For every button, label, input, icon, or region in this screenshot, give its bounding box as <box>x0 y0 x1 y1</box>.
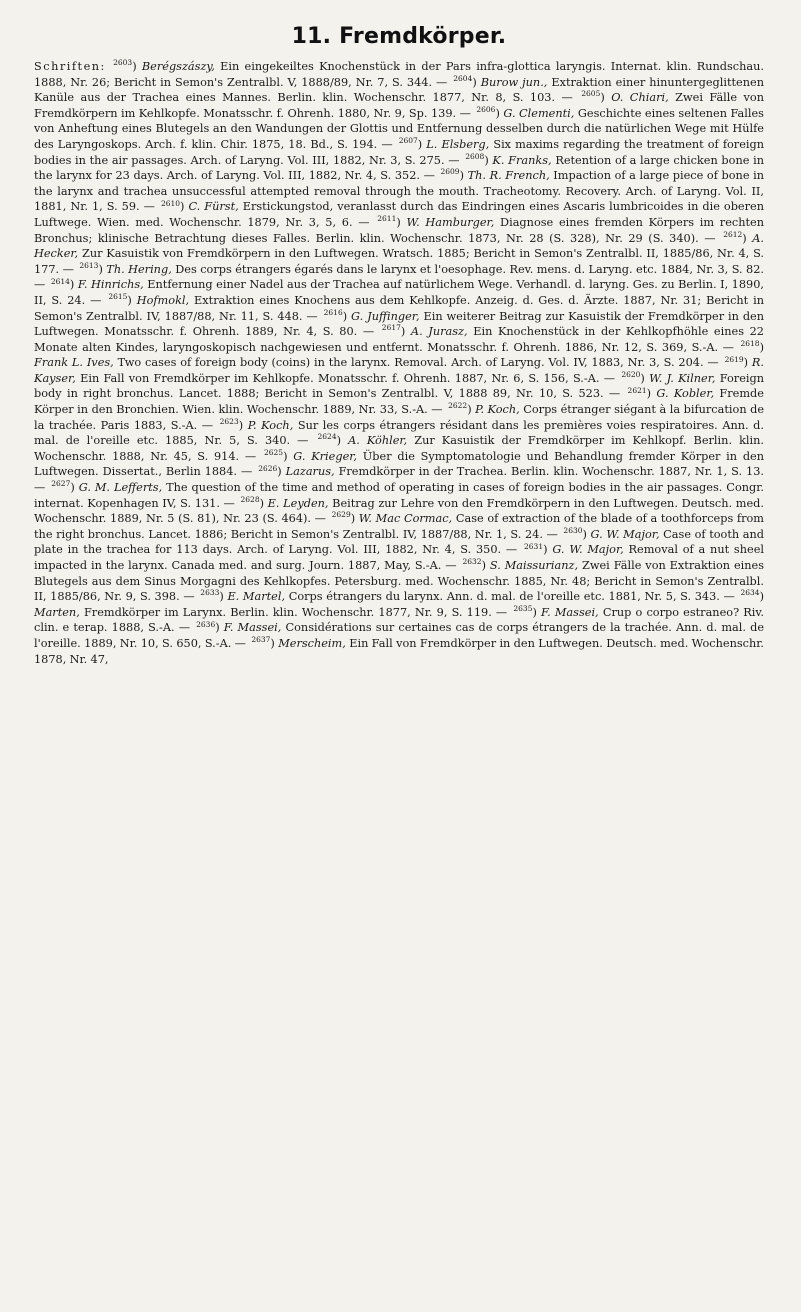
reference-entry: $^{2608}$) K. Franks, Retention of a large chicken bone in the larynx for 23 days. Arch. of Laryng. Vol. III, 1882, Nr. 4, S. 352. — <box>34 151 764 183</box>
reference-text: Erstickungstod, veranlasst durch das Eindringen eines Ascaris lumbricoides in die oberen Luftwege. Wien. med. Wochenschr. 1879, Nr. 3, 5, 6. — <box>34 200 764 229</box>
section-heading: 11. Fremdkörper. <box>291 24 507 49</box>
reference-number: 2626 <box>258 463 278 473</box>
reference-entry: $^{2629}$) W. Mac Cormac, Case of extraction of the blade of a toothforceps from the right bronchus. Lancet. 1886; Bericht in Semon's Zentralbl. IV, 1887/88, Nr. 1, S. 24. — <box>34 510 764 541</box>
reference-text: Sur les corps étrangers résidant dans les premières voies respiratoires. Ann. d. mal. de l'oreille etc. 1885, Nr. 5, S. 340. — <box>34 418 764 448</box>
reference-author: L. Elsberg, <box>426 137 490 151</box>
reference-number: 2634 <box>740 588 760 598</box>
reference-text: Case of tooth and plate in the trachea for 113 days. Arch. of Laryng. Vol. III, 1882, Nr. 4, S. 350. — <box>34 527 764 557</box>
reference-entry: $^{2631}$) G. W. Major, Removal of a nut sheel impacted in the larynx. Canada med. and surg. Journ. 1887, May, S.-A. — <box>34 541 764 572</box>
reference-text: Six maxims regarding the treatment of foreign bodies in the air passages. Arch. of Laryng. Vol. III, 1882, Nr. 3, S. 275. — <box>34 137 765 167</box>
reference-entry: $^{2604}$) Burow jun., Extraktion einer hinuntergeglittenen Kanüle aus der Trachea eines Mannes. Berlin. klin. Wochenschr. 1877, Nr. 8, S. 103. — <box>34 73 764 105</box>
reference-author: P. Koch, <box>475 403 520 417</box>
reference-entry: $^{2612}$) A. Hecker, Zur Kasuistik von Fremdkörpern in den Luftwegen. Wratsch. 1885; Bericht in Semon's Zentralbl. II, 1885/86, Nr. 4, S. 177. — <box>34 229 765 276</box>
reference-entry: $^{2633}$) E. Martel, Corps étrangers du larynx. Ann. d. mal. de l'oreille etc. 1881, Nr. 5, S. 343. — <box>200 588 735 604</box>
reference-author: Burow jun., <box>480 75 548 89</box>
reference-entry: $^{2625}$) G. Krieger, Über die Symptomatologie und Behandlung fremder Körper in den Luftwegen. Dissertat., Berlin 1884. — <box>34 448 765 479</box>
reference-text: The question of the time and method of operating in cases of foreign bodies in the air passages. Congr. internat. Kopenhagen IV, S. 131. — <box>34 481 765 510</box>
reference-author: A. Hecker, <box>34 231 765 261</box>
reference-number: 2608 <box>465 151 485 161</box>
reference-text: Zur Kasuistik von Fremdkörpern in den Luftwegen. Wratsch. 1885; Bericht in Semon's Zentralbl. II, 1885/86, Nr. 4, S. 177. — <box>34 247 764 276</box>
reference-author: Merscheim, <box>278 636 346 650</box>
reference-entry: $^{2623}$) P. Koch, Sur les corps étrangers résidant dans les premières voies respiratoires. Ann. d. mal. de l'oreille etc. 1885, Nr. 5, S. 340. — <box>34 416 764 448</box>
reference-number: 2623 <box>219 416 239 426</box>
reference-author: G. Krieger, <box>293 449 358 463</box>
reference-text: Fremdkörper in der Trachea. Berlin. klin. Wochenschr. 1887, Nr. 1, S. 13. — <box>34 465 764 495</box>
reference-number: 2612 <box>723 229 743 239</box>
reference-text: Geschichte eines seltenen Falles von Anheftung eines Blutegels an den Wandungen der Glottis und Entfernung desselben durch die natürlichen Wege mit Hülfe des Laryngoskops. Arch. f. klin. Chir. 1875, 18. Bd., S. 194. — <box>34 106 764 151</box>
reference-author: F. Massei, <box>223 621 282 635</box>
reference-author: C. Fürst, <box>188 200 239 214</box>
reference-text: Ein Knochenstück in der Kehlkopfhöhle eines 22 Monate alten Kindes, laryngoskopisch nachgewiesen und entfernt. Monatsschr. f. Ohrenh. 1886, Nr. 12, S. 369, S.-A. — <box>34 325 764 354</box>
schriften-label: Schriften: <box>34 60 106 73</box>
reference-paragraph <box>34 59 764 667</box>
reference-author: G. W. Major, <box>552 543 624 557</box>
reference-text: Zwei Fälle von Fremdkörpern im Kehlkopfe. Monatsschr. f. Ohrenh. 1880, Nr. 9, Sp. 139. — <box>34 91 764 120</box>
reference-entry: $^{2607}$) L. Elsberg, Six maxims regarding the treatment of foreign bodies in the air passages. Arch. of Laryng. Vol. III, 1882, Nr. 3, S. 275. — <box>34 136 765 167</box>
reference-entry: $^{2615}$) Hofmokl, Extraktion eines Knochens aus dem Kehlkopfe. Anzeig. d. Ges. d. Ärzte. 1887, Nr. 31; Bericht in Semon's Zentralbl. IV, 1887/88, Nr. 11, S. 448. — <box>34 292 765 323</box>
reference-author: W. J. Kilner, <box>649 371 716 385</box>
reference-number: 2630 <box>563 526 583 536</box>
reference-number: 2632 <box>462 557 482 567</box>
reference-author: Th. Hering, <box>106 262 172 276</box>
reference-text: Extraktion eines Knochens aus dem Kehlkopfe. Anzeig. d. Ges. d. Ärzte. 1887, Nr. 31; Bericht in Semon's Zentralbl. IV, 1887/88, Nr. 11, S. 448. — <box>34 293 765 323</box>
reference-entry: $^{2630}$) G. W. Major, Case of tooth and plate in the trachea for 113 days. Arch. of Laryng. Vol. III, 1882, Nr. 4, S. 350. — <box>34 526 764 557</box>
reference-entry: $^{2618}$) Frank L. Ives, Two cases of foreign body (coins) in the larynx. Removal. Arch. of Laryng. Vol. IV, 1883, Nr. 3, S. 204. — <box>34 338 764 370</box>
reference-number: 2624 <box>317 432 337 442</box>
reference-entry: $^{2635}$) F. Massei, Crup o corpo estraneo? Riv. clin. e terap. 1888, S.-A. — <box>34 604 765 635</box>
reference-entry: $^{2617}$) A. Jurasz, Ein Knochenstück in der Kehlkopfhöhle eines 22 Monate alten Kindes, laryngoskopisch nachgewiesen und entfernt. Monatsschr. f. Ohrenh. 1886, Nr. 12, S. 369, S.-A. — <box>34 323 764 354</box>
reference-text: Impaction of a large piece of bone in the larynx and trachea unsuccessful attempted removal through the mouth. Tracheotomy. Recovery. Arch. of Laryng. Vol. II, 1881, Nr. 1, S. 59. — <box>34 169 764 214</box>
reference-entry: $^{2610}$) C. Fürst, Erstickungstod, veranlasst durch das Eindringen eines Ascaris lumbricoides in die oberen Luftwege. Wien. med. Wochenschr. 1879, Nr. 3, 5, 6. — <box>34 198 764 229</box>
reference-author: Berégszászy, <box>141 60 215 73</box>
reference-text: Diagnose eines fremden Körpers im rechten Bronchus; klinische Betrachtung dieses Falles. Berlin. klin. Wochenschr. 1873, Nr. 28 (S. 328), Nr. 29 (S. 340). — <box>34 215 764 245</box>
reference-entry: $^{2603}$) Berégszászy, Ein eingekeiltes Knochenstück in der Pars infra-glottica laryngis. Internat. klin. Rundschau. 1888, Nr. 26; Bericht in Semon's Zentralbl. V, 1888/89, Nr. 7, S. 344. — <box>34 58 765 89</box>
reference-author: G. Clementi, <box>503 106 575 120</box>
reference-number: 2635 <box>513 604 533 614</box>
reference-number: 2607 <box>398 136 418 146</box>
reference-number: 2622 <box>448 401 468 411</box>
reference-text: Removal of a nut sheel impacted in the larynx. Canada med. and surg. Journ. 1887, May, S.-A. — <box>34 543 764 572</box>
reference-entry: $^{2626}$) Lazarus, Fremdkörper in der Trachea. Berlin. klin. Wochenschr. 1887, Nr. 1, S. 13. — <box>34 463 764 495</box>
reference-author: Hofmokl, <box>136 293 190 307</box>
reference-text: Considérations sur certaines cas de corps étrangers de la trachée. Ann. d. mal. de l'oreille. 1889, Nr. 10, S. 650, S.-A. — <box>34 621 765 650</box>
reference-text: Des corps étrangers égarés dans le larynx et l'oesophage. Rev. mens. d. Laryng. etc. 1884, Nr. 3, S. 82. — <box>34 262 765 292</box>
reference-number: 2636 <box>196 619 216 629</box>
reference-text: Fremde Körper in den Bronchien. Wien. klin. Wochenschr. 1889, Nr. 33, S.-A. — <box>34 387 764 417</box>
reference-number: 2604 <box>453 73 473 83</box>
reference-text: Ein Fall von Fremdkörper in den Luftwegen. Deutsch. med. Wochenschr. 1878, Nr. 47, <box>34 636 765 666</box>
reference-number: 2628 <box>240 494 260 504</box>
reference-author: G. M. Lefferts, <box>78 481 163 495</box>
reference-entry: $^{2634}$) Marten, Fremdkörper im Larynx. Berlin. klin. Wochenschr. 1877, Nr. 9, S. 119. — <box>34 588 764 619</box>
reference-author: P. Koch, <box>247 418 294 432</box>
reference-author: Frank L. Ives, <box>34 356 114 370</box>
reference-author: G. Kobler, <box>656 387 715 401</box>
reference-text: Beitrag zur Lehre von den Fremdkörpern in den Luftwegen. Deutsch. med. Wochenschr. 1889, Nr. 5 (S. 81), Nr. 23 (S. 464). — <box>34 496 764 526</box>
reference-entry: $^{2632}$) S. Maissurianz, Zwei Fälle von Extraktion eines Blutegels aus dem Sinus Morgagni des Kehlkopfes. Petersburg. med. Wochenschr. 1885, Nr. 48; Bericht in Semon's Zentralbl. II, 1885/86, Nr. 9, S. 398. — <box>34 557 764 604</box>
reference-entry: $^{2605}$) O. Chiari, Zwei Fälle von Fremdkörpern im Kehlkopfe. Monatsschr. f. Ohrenh. 1880, Nr. 9, Sp. 139. — <box>34 89 764 120</box>
reference-number: 2615 <box>108 292 128 302</box>
reference-author: F. Hinrichs, <box>77 278 144 292</box>
reference-number: 2617 <box>381 323 401 333</box>
reference-entry: $^{2614}$) F. Hinrichs, Entfernung einer Nadel aus der Trachea auf natürlichem Wege. Verhandl. d. laryng. Ges. zu Berlin. I, 1890, II, S. 24. — <box>34 276 765 307</box>
reference-number: 2619 <box>724 354 744 364</box>
reference-number: 2621 <box>627 385 647 395</box>
reference-number: 2606 <box>476 105 496 115</box>
reference-number: 2609 <box>440 167 460 177</box>
reference-text: Entfernung einer Nadel aus der Trachea auf natürlichem Wege. Verhandl. d. laryng. Ges. zu Berlin. I, 1890, II, S. 24. — <box>34 278 765 307</box>
reference-number: 2616 <box>323 307 343 317</box>
reference-author: E. Leyden, <box>267 496 329 510</box>
reference-text: Corps étrangers du larynx. Ann. d. mal. de l'oreille etc. 1881, Nr. 5, S. 343. — <box>288 590 735 604</box>
reference-author: G. W. Major, <box>590 527 660 541</box>
reference-author: Th. R. French, <box>467 169 550 183</box>
reference-number: 2614 <box>50 276 70 286</box>
reference-text: Zwei Fälle von Extraktion eines Blutegels aus dem Sinus Morgagni des Kehlkopfes. Petersburg. med. Wochenschr. 1885, Nr. 48; Bericht in Semon's Zentralbl. II, 1885/86, Nr. 9, S. 398. — <box>34 559 764 604</box>
reference-number: 2603 <box>113 58 133 68</box>
reference-text: Two cases of foreign body (coins) in the larynx. Removal. Arch. of Laryng. Vol. IV, 1883, Nr. 3, S. 204. — <box>117 356 719 370</box>
reference-author: A. Jurasz, <box>410 325 468 339</box>
reference-entry: $^{2624}$) A. Köhler, Zur Kasuistik der Fremdkörper im Kehlkopf. Berlin. klin. Wochenschr. 1888, Nr. 45, S. 914. — <box>34 432 765 463</box>
reference-author: R. Kayser, <box>34 356 765 385</box>
reference-text: Retention of a large chicken bone in the larynx for 23 days. Arch. of Laryng. Vol. III, 1882, Nr. 4, S. 352. — <box>34 153 764 183</box>
reference-text: Über die Symptomatologie und Behandlung fremder Körper in den Luftwegen. Dissertat., Berlin 1884. — <box>34 449 765 479</box>
reference-entry: $^{2619}$) R. Kayser, Ein Fall von Fremdkörper im Kehlkopfe. Monatsschr. f. Ohrenh. 1887, Nr. 6, S. 156, S.-A. — <box>34 354 765 385</box>
reference-author: E. Martel, <box>227 590 286 604</box>
reference-number: 2610 <box>160 198 181 208</box>
reference-number: 2605 <box>581 89 601 99</box>
reference-text: Ein Fall von Fremdkörper im Kehlkopfe. Monatsschr. f. Ohrenh. 1887, Nr. 6, S. 156, S.-A. — <box>80 371 616 385</box>
reference-author: S. Maissurianz, <box>489 559 579 572</box>
reference-author: W. Hamburger, <box>406 215 495 229</box>
reference-number: 2629 <box>331 510 351 520</box>
reference-entry: $^{2637}$) Merscheim, Ein Fall von Fremdkörper in den Luftwegen. Deutsch. med. Wochenschr. 1878, Nr. 47, <box>34 635 765 666</box>
reference-number: 2611 <box>377 214 397 224</box>
reference-entry: $^{2611}$) W. Hamburger, Diagnose eines fremden Körpers im rechten Bronchus; klinische Betrachtung dieses Falles. Berlin. klin. Wochenschr. 1873, Nr. 28 (S. 328), Nr. 29 (S. 340). — <box>34 214 764 245</box>
reference-entry: $^{2636}$) F. Massei, Considérations sur certaines cas de corps étrangers de la trachée. Ann. d. mal. de l'oreille. 1889, Nr. 10, S. 650, S.-A. — <box>34 619 765 650</box>
reference-entry: $^{2620}$) W. J. Kilner, Foreign body in right bronchus. Lancet. 1888; Bericht in Semon's Zentralbl. V, 1888 89, Nr. 10, S. 523. — <box>34 370 764 401</box>
reference-text: Ein weiterer Beitrag zur Kasuistik der Fremdkörper in den Luftwegen. Monatsschr. f. Ohrenh. 1889, Nr. 4, S. 80. — <box>34 309 765 339</box>
reference-number: 2637 <box>251 635 271 645</box>
reference-number: 2625 <box>263 448 284 458</box>
reference-text: Extraktion einer hinuntergeglittenen Kanüle aus der Trachea eines Mannes. Berlin. klin. Wochenschr. 1877, Nr. 8, S. 103. — <box>34 75 764 105</box>
reference-author: Lazarus, <box>285 465 335 479</box>
reference-number: 2631 <box>524 541 544 551</box>
reference-entry: $^{2613}$) Th. Hering, Des corps étrangers égarés dans le larynx et l'oesophage. Rev. mens. d. Laryng. etc. 1884, Nr. 3, S. 82. — <box>34 260 765 292</box>
reference-text: Ein eingekeiltes Knochenstück in der Pars infra-glottica laryngis. Internat. klin. Rundschau. 1888, Nr. 26; Bericht in Semon's Zentralbl. V, 1888/89, Nr. 7, S. 344. — <box>34 60 765 89</box>
reference-author: A. Köhler, <box>348 434 408 448</box>
reference-author: Marten, <box>34 605 80 619</box>
reference-author: K. Franks, <box>492 153 552 167</box>
reference-text: Zur Kasuistik der Fremdkörper im Kehlkopf. Berlin. klin. Wochenschr. 1888, Nr. 45, S. 914. — <box>34 434 765 463</box>
page-content <box>34 24 764 667</box>
reference-author: O. Chiari, <box>611 91 669 105</box>
reference-author: G. Juffinger, <box>351 309 420 323</box>
reference-entry: $^{2621}$) G. Kobler, Fremde Körper in den Bronchien. Wien. klin. Wochenschr. 1889, Nr. 33, S.-A. — <box>34 385 764 417</box>
reference-number: 2618 <box>740 338 760 348</box>
reference-text: Fremdkörper im Larynx. Berlin. klin. Wochenschr. 1877, Nr. 9, S. 119. — <box>83 605 508 619</box>
reference-number: 2613 <box>79 260 99 270</box>
reference-author: W. Mac Cormac, <box>358 512 453 526</box>
reference-entry: $^{2628}$) E. Leyden, Beitrag zur Lehre von den Fremdkörpern in den Luftwegen. Deutsch. med. Wochenschr. 1889, Nr. 5 (S. 81), Nr. 23 (S. 464). — <box>34 494 764 526</box>
reference-text: Foreign body in right bronchus. Lancet. 1888; Bericht in Semon's Zentralbl. V, 1888 89, Nr. 10, S. 523. — <box>34 371 764 401</box>
reference-text: Case of extraction of the blade of a toothforceps from the right bronchus. Lancet. 1886; Bericht in Semon's Zentralbl. IV, 1887/88, Nr. 1, S. 24. — <box>34 512 764 541</box>
reference-entry: $^{2606}$) G. Clementi, Geschichte eines seltenen Falles von Anheftung eines Blutegels an den Wandungen der Glottis und Entfernung desselben durch die natürlichen Wege mit Hülfe des Laryngoskops. Arch. f. klin. Chir. 1875, 18. Bd., S. 194. — <box>34 105 764 151</box>
reference-entry: $^{2622}$) P. Koch, Corps étranger siégant à la bifurcation de la trachée. Paris 1883, S.-A. — <box>34 401 765 432</box>
reference-entry: $^{2627}$) G. M. Lefferts, The question of the time and method of operating in cases of foreign bodies in the air passages. Congr. internat. Kopenhagen IV, S. 131. — <box>34 479 765 510</box>
reference-number: 2620 <box>621 370 641 380</box>
reference-entry: $^{2616}$) G. Juffinger, Ein weiterer Beitrag zur Kasuistik der Fremdkörper in den Luftwegen. Monatsschr. f. Ohrenh. 1889, Nr. 4, S. 80. — <box>34 307 765 339</box>
reference-text: Crup o corpo estraneo? Riv. clin. e terap. 1888, S.-A. — <box>34 605 765 635</box>
reference-text: Corps étranger siégant à la bifurcation de la trachée. Paris 1883, S.-A. — <box>34 403 765 432</box>
reference-number: 2627 <box>51 479 71 489</box>
reference-entry: $^{2609}$) Th. R. French, Impaction of a large piece of bone in the larynx and trachea unsuccessful attempted removal through the mouth. Tracheotomy. Recovery. Arch. of Laryng. Vol. II, 1881, Nr. 1, S. 59. — <box>34 167 764 214</box>
reference-author: F. Massei, <box>541 605 599 619</box>
reference-number: 2633 <box>200 588 220 598</box>
